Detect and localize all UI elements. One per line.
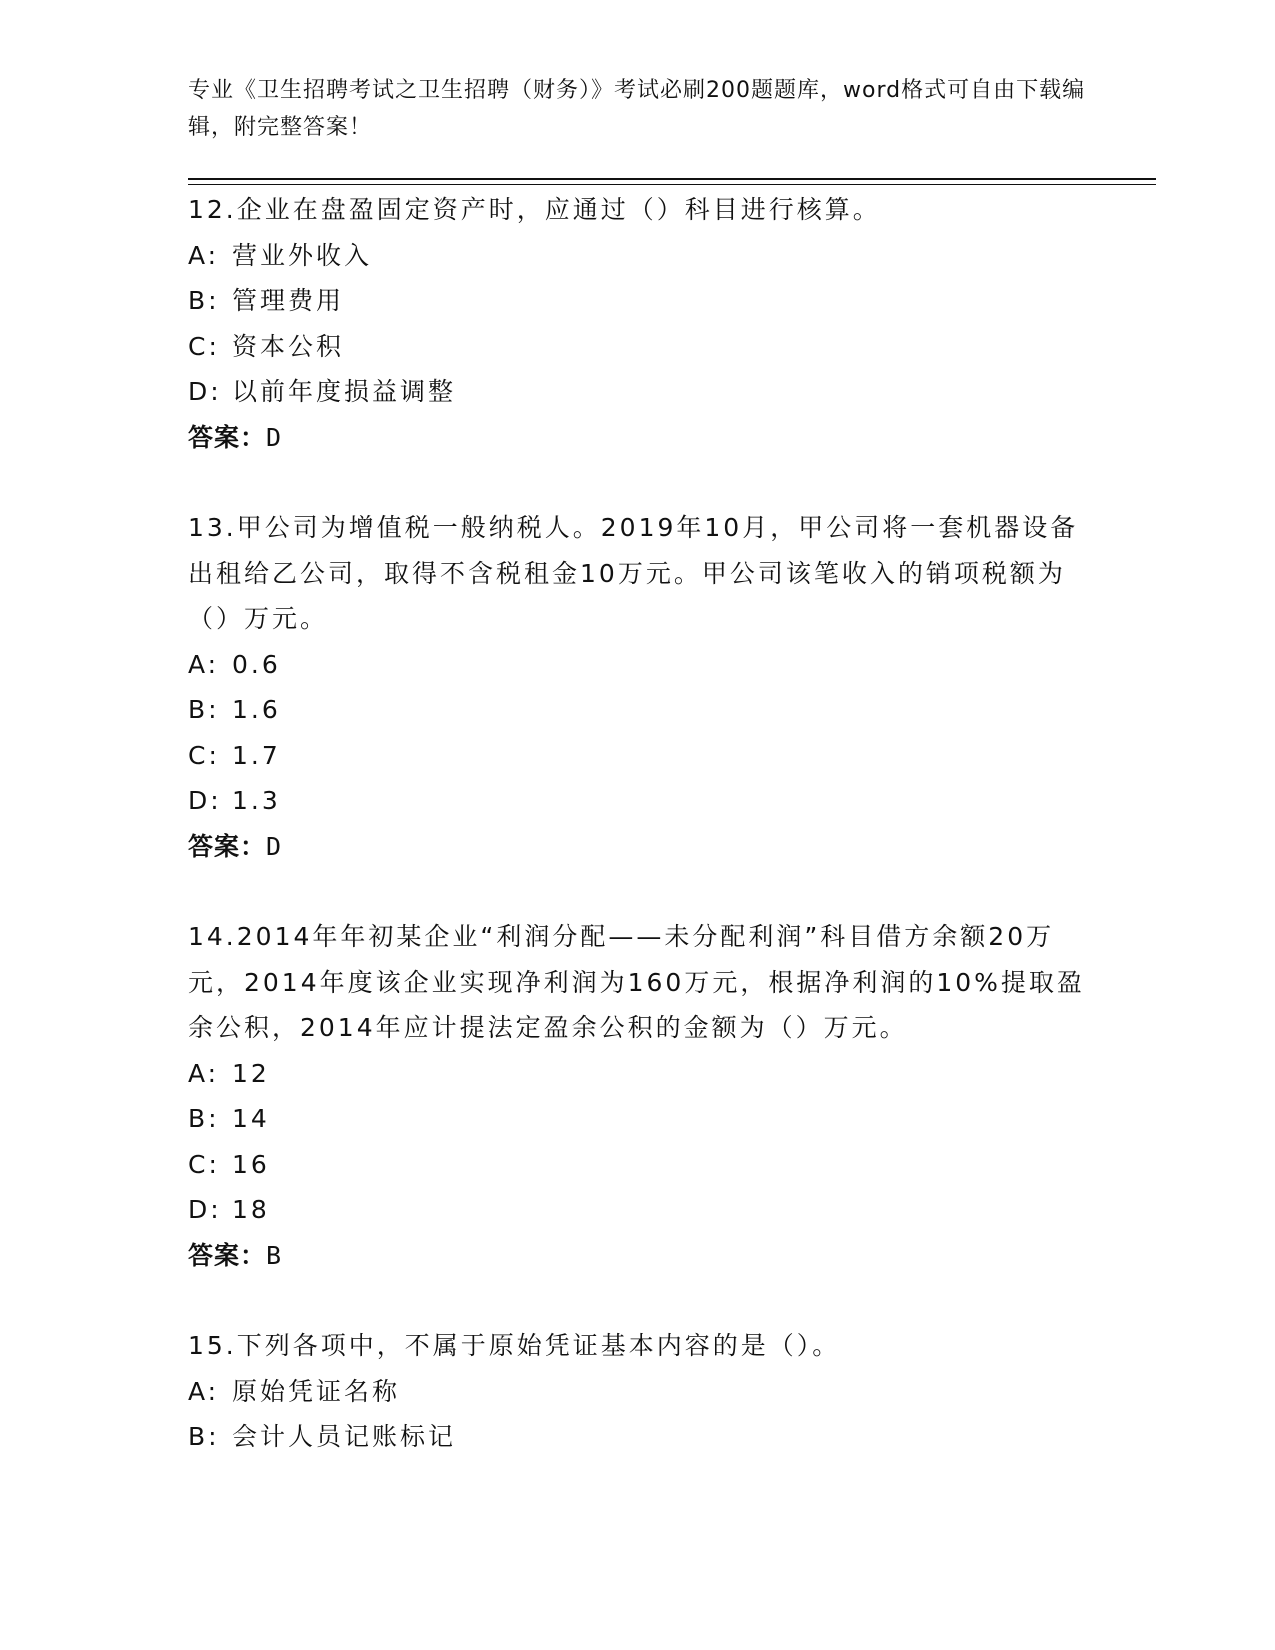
option-label: A:	[188, 1376, 220, 1406]
answer-value: B	[266, 1240, 283, 1270]
option-b	[188, 278, 1088, 324]
answer-label: 答案：	[188, 1240, 267, 1270]
option-label: B:	[188, 695, 220, 724]
answer-label: 答案：	[188, 422, 267, 452]
question-12	[188, 187, 1088, 460]
option-label: D:	[188, 1195, 222, 1224]
question-stem: 15.下列各项中，不属于原始凭证基本内容的是（）。	[188, 1331, 841, 1360]
question-13	[188, 505, 1088, 869]
option-c	[188, 1142, 1088, 1188]
option-a	[188, 233, 1088, 279]
option-text: 1.3	[232, 786, 281, 815]
option-label: D:	[188, 786, 222, 815]
option-text: 1.7	[232, 740, 281, 770]
option-text: 1.6	[232, 695, 281, 724]
option-d	[188, 778, 1088, 824]
option-label: C:	[188, 740, 220, 770]
option-label: C:	[188, 331, 220, 361]
answer-line	[188, 415, 1088, 461]
option-d	[188, 369, 1088, 415]
option-a	[188, 1051, 1088, 1097]
option-label: A:	[188, 240, 220, 270]
option-text: 16	[232, 1149, 270, 1179]
option-label: C:	[188, 1149, 220, 1179]
option-c	[188, 733, 1088, 779]
question-14	[188, 914, 1088, 1278]
question-15	[188, 1323, 1088, 1460]
document-intro: 专业《卫生招聘考试之卫生招聘（财务）》考试必刷200题题库，word格式可自由下载编辑，附完整答案！	[188, 78, 1086, 140]
option-text: 营业外收入	[232, 240, 373, 270]
answer-label: 答案：	[188, 831, 267, 861]
option-a	[188, 1369, 1088, 1415]
option-text: 14	[232, 1104, 270, 1133]
option-text: 原始凭证名称	[232, 1376, 401, 1406]
option-c	[188, 324, 1088, 370]
question-stem: 12.企业在盘盈固定资产时，应通过（）科目进行核算。	[188, 195, 881, 224]
option-label: D:	[188, 377, 222, 406]
option-text: 以前年度损益调整	[232, 377, 457, 406]
answer-line	[188, 824, 1088, 870]
question-stem: 13.甲公司为增值税一般纳税人。2019年10月，甲公司将一套机器设备出租给乙公司，取得不含税租金10万元。甲公司该笔收入的销项税额为（）万元。	[188, 513, 1079, 633]
option-b	[188, 1096, 1088, 1142]
question-list	[188, 187, 1088, 1460]
option-text: 资本公积	[232, 331, 345, 361]
answer-value: D	[266, 831, 283, 861]
option-b	[188, 1414, 1088, 1460]
option-label: A:	[188, 649, 220, 679]
answer-line	[188, 1233, 1088, 1279]
option-label: B:	[188, 1104, 220, 1133]
option-text: 会计人员记账标记	[232, 1422, 457, 1451]
option-text: 18	[232, 1195, 270, 1224]
option-label: B:	[188, 1422, 220, 1451]
option-label: A:	[188, 1058, 220, 1088]
option-b	[188, 687, 1088, 733]
option-d	[188, 1187, 1088, 1233]
option-label: B:	[188, 286, 220, 315]
option-text: 0.6	[232, 649, 281, 679]
header-rule-thin	[188, 184, 1156, 185]
answer-value: D	[266, 422, 283, 452]
option-a	[188, 642, 1088, 688]
header-rule-thick	[188, 178, 1156, 180]
question-stem: 14.2014年年初某企业“利润分配——未分配利润”科目借方余额20万元，2014年度该企业实现净利润为160万元，根据净利润的10%提取盈余公积，2014年应计提法定盈余公积的金额为（）万元。	[188, 922, 1085, 1042]
option-text: 12	[232, 1058, 270, 1088]
option-text: 管理费用	[232, 286, 345, 315]
